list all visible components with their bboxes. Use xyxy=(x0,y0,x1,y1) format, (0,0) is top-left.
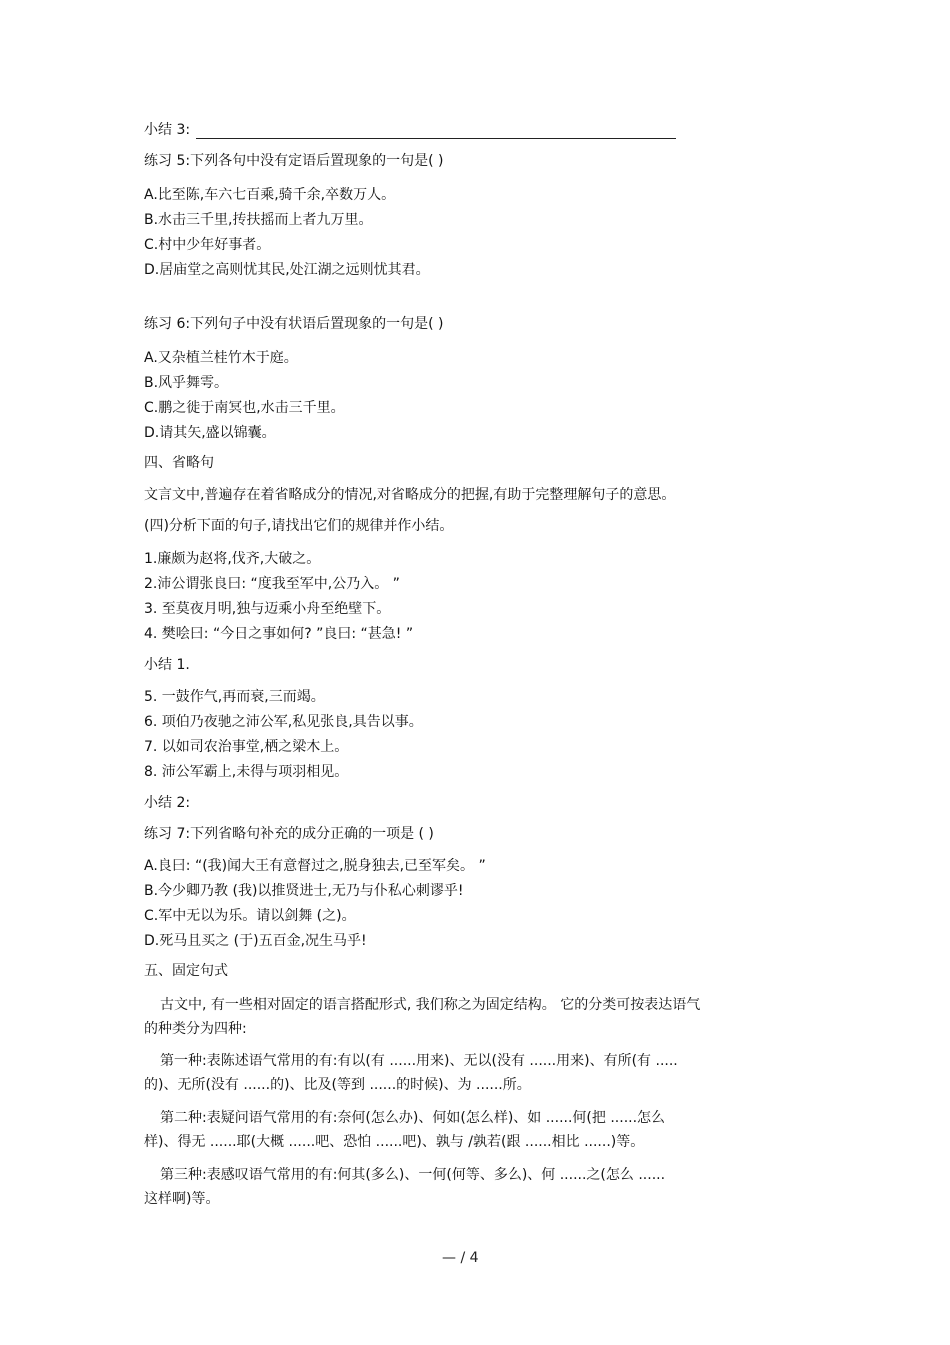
sentence-1: 1.廉颇为赵将,伐齐,大破之。 xyxy=(144,551,321,567)
exercise-5-question: 练习 5:下列各句中没有定语后置现象的一句是( ) xyxy=(144,153,444,169)
exercise-6-option-d: D.请其矢,盛以锦囊。 xyxy=(144,425,276,441)
section-5-paragraph-2-line-1: 第一种:表陈述语气常用的有:有以(有 ......用来)、无以(没有 ......用来)、有所(有 ..... xyxy=(160,1053,678,1069)
section-5-paragraph-4-line-1: 第三种:表感叹语气常用的有:何其(多么)、一何(何等、多么)、何 ......之(怎么 ...... xyxy=(160,1167,666,1183)
exercise-5-option-b: B.水击三千里,抟扶摇而上者九万里。 xyxy=(144,212,373,228)
section-5-title: 五、固定句式 xyxy=(144,963,228,979)
summary-2-label: 小结 2: xyxy=(144,795,191,811)
exercise-5-option-c: C.村中少年好事者。 xyxy=(144,237,271,253)
section-4-intro: 文言文中,普遍存在着省略成分的情况,对省略成分的把握,有助于完整理解句子的意思。 xyxy=(144,487,676,503)
summary-3-label: 小结 3: xyxy=(144,122,191,138)
exercise-7-option-d: D.死马且买之 (于)五百金,况生马乎! xyxy=(144,933,367,949)
summary-3-line xyxy=(144,121,676,139)
answer-blank-line xyxy=(196,124,676,139)
sentence-2: 2.沛公谓张良曰: “度我至军中,公乃入。 ” xyxy=(144,576,400,592)
sentence-7: 7. 以如司农治事堂,栖之梁木上。 xyxy=(144,739,349,755)
exercise-7-option-c: C.军中无以为乐。请以剑舞 (之)。 xyxy=(144,908,356,924)
sentence-4: 4. 樊哙曰: “今日之事如何? ”良曰: “甚急! ” xyxy=(144,626,414,642)
section-4-task: (四)分析下面的句子,请找出它们的规律并作小结。 xyxy=(144,518,454,534)
section-5-paragraph-3-line-2: 样)、得无 ......耶(大概 ......吧、恐怕 ......吧)、孰与 /孰若(跟 ......相比 ......)等。 xyxy=(144,1134,645,1150)
exercise-7-question: 练习 7:下列省略句补充的成分正确的一项是 ( ) xyxy=(144,826,434,842)
exercise-6-option-a: A.又杂植兰桂竹木于庭。 xyxy=(144,350,298,366)
section-4-title: 四、省略句 xyxy=(144,455,214,471)
exercise-7-option-b: B.今少卿乃教 (我)以推贤进士,无乃与仆私心刺谬乎! xyxy=(144,883,464,899)
exercise-6-option-c: C.鹏之徙于南冥也,水击三千里。 xyxy=(144,400,345,416)
page-footer: — / 4 xyxy=(442,1250,479,1266)
section-5-paragraph-4-line-2: 这样啊)等。 xyxy=(144,1191,220,1207)
section-5-paragraph-1-line-2: 的种类分为四种: xyxy=(144,1021,247,1037)
exercise-7-option-a: A.良曰: “(我)闻大王有意督过之,脱身独去,已至军矣。 ” xyxy=(144,858,486,874)
summary-1-label: 小结 1. xyxy=(144,657,190,673)
sentence-8: 8. 沛公军霸上,未得与项羽相见。 xyxy=(144,764,349,780)
exercise-6-question: 练习 6:下列句子中没有状语后置现象的一句是( ) xyxy=(144,316,444,332)
sentence-3: 3. 至莫夜月明,独与迈乘小舟至绝壁下。 xyxy=(144,601,391,617)
exercise-6-option-b: B.风乎舞雩。 xyxy=(144,375,229,391)
exercise-5-option-a: A.比至陈,车六七百乘,骑千余,卒数万人。 xyxy=(144,187,396,203)
section-5-paragraph-1-line-1: 古文中, 有一些相对固定的语言搭配形式, 我们称之为固定结构。 它的分类可按表达语气 xyxy=(160,997,701,1013)
sentence-5: 5. 一鼓作气,再而衰,三而竭。 xyxy=(144,689,325,705)
section-5-paragraph-2-line-2: 的)、无所(没有 ......的)、比及(等到 ......的时候)、为 ......所。 xyxy=(144,1077,531,1093)
exercise-5-option-d: D.居庙堂之高则忧其民,处江湖之远则忧其君。 xyxy=(144,262,430,278)
section-5-paragraph-3-line-1: 第二种:表疑问语气常用的有:奈何(怎么办)、何如(怎么样)、如 ......何(把 ......怎么 xyxy=(160,1110,666,1126)
sentence-6: 6. 项伯乃夜驰之沛公军,私见张良,具告以事。 xyxy=(144,714,423,730)
